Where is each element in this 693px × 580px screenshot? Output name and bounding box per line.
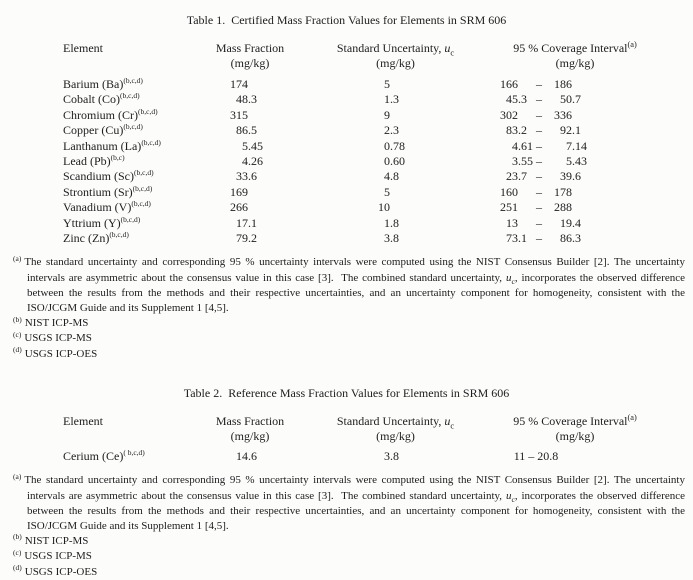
mass-fraction-value: 174	[230, 77, 248, 91]
footnote-d-marker: (d)	[13, 562, 22, 572]
interval-dash: –	[536, 200, 542, 215]
interval-high-decimal	[572, 185, 693, 200]
column-header-standard-uncertainty	[315, 41, 476, 71]
footnote-a-text: The standard uncertainty and corresponding 95 % uncertainty intervals were computed using the NIST Consensus Builder [2]. The uncertainty intervals are asymmetric about the consensus value in this case [3]. The combined standard uncertainty, $u_c$, incorporates the observed difference between the results from the methods and their respective uncertainties, and an uncertainty component for homogeneity, consistent with the ISO/JCGM Guide and its Supplement 1 [4,5].	[24, 256, 688, 315]
element-name: Barium (Ba)	[63, 77, 124, 91]
interval-value: 11 – 20.8	[513, 448, 559, 463]
element-name: Lead (Pb)	[63, 154, 111, 169]
column-header-element	[63, 41, 185, 71]
interval-low-decimal: .3	[518, 92, 527, 107]
uncertainty-value: 5	[384, 77, 390, 91]
footnote-d-text: USGS ICP-OES	[24, 347, 98, 360]
column-header-coverage-interval-label: 95 % Coverage Interval$^{(a)}$	[513, 412, 637, 428]
column-header-mass-fraction	[185, 41, 315, 71]
interval-high-decimal	[572, 108, 693, 123]
interval-low-decimal: .61	[518, 138, 533, 153]
uncertainty-decimal: .8	[390, 215, 399, 230]
mass-fraction-value: 79	[236, 231, 248, 246]
element-name: Vanadium (V)	[63, 200, 132, 215]
unit-label: (mg/kg)	[555, 428, 595, 443]
element-name: Strontium (Sr)	[63, 184, 133, 199]
footnote-a	[13, 253, 688, 316]
interval-dash: –	[536, 107, 542, 122]
interval-dash: –	[536, 138, 542, 153]
uncertainty-value: 0	[384, 138, 390, 153]
table-1-footnotes	[13, 253, 688, 361]
element-name: Cerium (Ce)	[63, 448, 124, 463]
interval-high-decimal: .43	[572, 154, 587, 169]
footnote-b-text: NIST ICP-MS	[24, 535, 89, 548]
footnote-a	[13, 471, 688, 534]
mass-fraction-value: 86	[236, 123, 248, 138]
column-header-coverage-interval	[476, 41, 674, 71]
mass-fraction-value: 169	[230, 184, 248, 199]
interval-dash: –	[536, 77, 542, 91]
uncertainty-value: 2	[384, 123, 390, 138]
interval-dash: –	[536, 169, 542, 184]
interval-low: 4	[512, 138, 518, 153]
footnote-b-text: NIST ICP-MS	[24, 317, 89, 330]
footnote-a-marker: (a)	[13, 471, 22, 481]
uncertainty-value: 3	[384, 448, 390, 463]
mass-fraction-decimal: .5	[248, 123, 257, 138]
mass-fraction-decimal	[248, 108, 290, 123]
element-name: Cobalt (Co)	[63, 92, 120, 107]
mass-fraction-value: 17	[236, 215, 248, 230]
mass-fraction-decimal: .26	[248, 154, 263, 169]
interval-low: 13	[506, 215, 518, 230]
column-header-coverage-interval	[476, 414, 674, 444]
footnote-a-text: The standard uncertainty and corresponding 95 % uncertainty intervals were computed using the NIST Consensus Builder [2]. The uncertainty intervals are asymmetric about the consensus value in this case [3]. The combined standard uncertainty, $u_c$, incorporates the observed difference between the results from the methods and their respective uncertainties, and an uncertainty component for homogeneity, consistent with the ISO/JCGM Guide and its Supplement 1 [4,5].	[24, 474, 688, 532]
element-footnote-marker: ( b,c,d)	[123, 447, 145, 457]
interval-low: 302	[500, 107, 518, 122]
interval-low: 160	[500, 184, 518, 199]
footnote-b-marker: (b)	[13, 532, 22, 542]
interval-high: 19	[560, 215, 572, 230]
uncertainty-value: 4	[384, 169, 390, 184]
element-name: Lanthanum (La)	[63, 138, 142, 153]
column-header-element-unit	[63, 56, 185, 71]
interval-high: 39	[560, 169, 572, 184]
interval-high: 5	[566, 154, 572, 169]
mass-fraction-value: 5	[242, 138, 248, 153]
element-cell	[63, 200, 213, 215]
element-cell	[63, 185, 213, 200]
interval-low-decimal: .2	[518, 123, 527, 138]
column-header-mass-fraction	[185, 414, 315, 444]
element-footnote-marker: (b,c,d)	[141, 137, 161, 147]
unit-label: (mg/kg)	[376, 428, 415, 443]
element-cell	[63, 231, 213, 246]
column-header-mass-fraction-label: Mass Fraction	[215, 41, 285, 55]
footnote-c-text: USGS ICP-MS	[24, 550, 92, 563]
mass-fraction-decimal	[248, 77, 290, 92]
footnote-b-marker: (b)	[13, 314, 22, 324]
element-name: Zinc (Zn)	[63, 231, 110, 246]
footnote-d-text: USGS ICP-OES	[24, 565, 98, 578]
footnote-d	[13, 562, 685, 580]
column-header-element-label: Element	[63, 41, 103, 55]
footnote-c-marker: (c)	[13, 547, 22, 557]
interval-low: 166	[500, 77, 518, 91]
interval-high: 50	[560, 92, 572, 107]
element-cell	[63, 154, 213, 169]
table-row	[0, 185, 693, 200]
element-footnote-marker: (b,c,d)	[132, 183, 153, 193]
unit-label: (mg/kg)	[555, 56, 595, 70]
element-footnote-marker: (b,c,d)	[123, 122, 143, 132]
interval-low-decimal: .7	[518, 169, 527, 184]
element-footnote-marker: (b,c,d)	[120, 214, 141, 224]
interval-high-decimal: .6	[572, 169, 581, 184]
table-2-footnotes	[13, 471, 688, 579]
interval-low: 73	[506, 231, 518, 246]
table-row	[0, 77, 693, 92]
table-row	[0, 108, 693, 123]
interval-dash: –	[536, 215, 542, 230]
column-header-standard-uncertainty-label: Standard Uncertainty, $u_c$	[336, 413, 455, 431]
uncertainty-decimal	[390, 108, 432, 123]
uncertainty-value: 9	[384, 107, 390, 122]
interval-high-decimal	[572, 77, 693, 92]
unit-label: (mg/kg)	[230, 428, 270, 443]
column-header-standard-uncertainty-label: Standard Uncertainty, $u_c$	[336, 41, 455, 58]
uncertainty-decimal: .8	[390, 169, 399, 184]
table-1-header-row	[0, 41, 693, 71]
element-name: Scandium (Sc)	[63, 169, 134, 184]
table-row	[0, 92, 693, 107]
interval-dash: –	[536, 231, 542, 246]
footnote-c	[13, 331, 685, 346]
element-cell	[63, 216, 213, 231]
table-row	[0, 154, 693, 169]
interval-low-decimal	[518, 185, 531, 200]
table-1-title: Table 1. Certified Mass Fraction Values for Elements in SRM 606	[186, 13, 507, 27]
unit-label: (mg/kg)	[230, 56, 270, 70]
interval-dash: –	[536, 123, 542, 138]
interval-high: 288	[554, 200, 572, 215]
element-cell	[63, 108, 213, 123]
uncertainty-decimal: .78	[390, 138, 405, 153]
element-footnote-marker: (b,c,d)	[138, 106, 158, 116]
footnote-b	[13, 534, 685, 549]
column-header-element-label: Element	[63, 413, 103, 428]
mass-fraction-decimal: .45	[248, 138, 263, 153]
table-row	[0, 200, 693, 215]
footnote-a-marker: (a)	[13, 253, 22, 263]
interval-high: 178	[554, 184, 572, 199]
mass-fraction-value: 315	[230, 107, 248, 122]
interval-high-decimal: .14	[572, 138, 587, 153]
uncertainty-decimal	[390, 200, 432, 215]
uncertainty-decimal	[390, 185, 432, 200]
table-row	[0, 449, 693, 464]
uncertainty-value: 5	[384, 184, 390, 199]
interval-high: 336	[554, 107, 572, 122]
interval-high: 7	[566, 138, 572, 153]
interval-high-decimal: .4	[572, 215, 581, 230]
interval-low: 83	[506, 123, 518, 138]
mass-fraction-value: 4	[242, 154, 248, 169]
interval-low-decimal	[518, 216, 531, 231]
footnote-b	[13, 316, 685, 331]
uncertainty-value: 1	[384, 92, 390, 107]
element-footnote-marker: (b,c,d)	[134, 168, 154, 178]
interval-high: 86	[560, 231, 572, 246]
uncertainty-decimal: .60	[390, 154, 405, 169]
table-row	[0, 139, 693, 154]
interval-low: 45	[506, 92, 518, 107]
interval-dash: –	[536, 92, 542, 107]
table-row	[0, 231, 693, 246]
uncertainty-decimal: .3	[390, 92, 399, 107]
table-2-header-row	[0, 414, 693, 444]
table-2-title: Table 2. Reference Mass Fraction Values for Elements in SRM 606	[183, 385, 510, 400]
footnote-c-text: USGS ICP-MS	[24, 332, 92, 345]
interval-high-decimal: .3	[572, 231, 581, 246]
interval-low: 3	[512, 154, 518, 169]
footnote-c-marker: (c)	[13, 329, 22, 339]
uncertainty-decimal: .3	[390, 123, 399, 138]
mass-fraction-value: 266	[230, 200, 248, 215]
interval-low-decimal	[518, 77, 531, 92]
element-name: Chromium (Cr)	[63, 107, 138, 122]
unit-label: (mg/kg)	[376, 56, 415, 70]
table-row	[0, 216, 693, 231]
element-cell	[63, 77, 213, 92]
uncertainty-decimal: .8	[390, 231, 399, 246]
element-footnote-marker: (b,c)	[110, 153, 125, 163]
element-cell	[63, 92, 213, 107]
element-cell	[63, 123, 213, 138]
table-row	[0, 123, 693, 138]
mass-fraction-value: 33	[236, 169, 248, 184]
interval-low: 251	[500, 200, 518, 215]
interval-high-decimal: .7	[572, 92, 581, 107]
interval-low-decimal	[518, 108, 531, 123]
table-2-body	[0, 449, 693, 464]
uncertainty-value: 0	[384, 154, 390, 169]
table-row	[0, 169, 693, 184]
interval-high-decimal	[572, 200, 693, 215]
footnote-d	[13, 347, 685, 362]
uncertainty-value: 10	[378, 200, 390, 215]
uncertainty-value: 3	[384, 231, 390, 246]
element-footnote-marker: (b,c,d)	[131, 199, 151, 209]
element-footnote-marker: (b,c,d)	[120, 91, 140, 101]
interval-low-decimal: .1	[518, 231, 527, 246]
element-name: Yttrium (Y)	[63, 215, 121, 230]
table-2-section	[0, 362, 693, 580]
column-header-element	[63, 414, 185, 444]
uncertainty-value: 1	[384, 215, 390, 230]
mass-fraction-decimal: .6	[248, 448, 257, 463]
mass-fraction-decimal	[248, 185, 290, 200]
interval-high-decimal: .1	[572, 123, 581, 138]
column-header-coverage-interval-label: 95 % Coverage Interval$^{(a)}$	[513, 40, 637, 55]
element-footnote-marker: (b,c,d)	[123, 76, 143, 85]
element-cell	[63, 449, 213, 464]
mass-fraction-decimal: .1	[248, 215, 257, 230]
interval-low-decimal	[518, 200, 531, 215]
column-header-standard-uncertainty	[315, 414, 476, 444]
interval-dash: –	[536, 184, 542, 199]
element-cell	[63, 169, 213, 184]
element-footnote-marker: (b,c,d)	[109, 230, 129, 240]
interval-low: 23	[506, 169, 518, 184]
uncertainty-decimal: .8	[390, 448, 399, 463]
interval-high: 186	[554, 77, 572, 91]
mass-fraction-decimal	[248, 200, 290, 215]
element-name: Copper (Cu)	[63, 123, 124, 138]
column-header-mass-fraction-label: Mass Fraction	[215, 413, 285, 428]
table-1-body	[0, 77, 693, 246]
mass-fraction-decimal: .3	[248, 92, 257, 107]
footnote-d-marker: (d)	[13, 345, 22, 355]
footnote-c	[13, 549, 685, 564]
mass-fraction-value: 14	[236, 448, 248, 463]
element-cell	[63, 139, 213, 154]
mass-fraction-value: 48	[236, 92, 248, 107]
mass-fraction-decimal: .2	[248, 231, 257, 246]
uncertainty-decimal	[390, 77, 432, 92]
interval-low-decimal: .55	[518, 154, 533, 169]
interval-high: 92	[560, 123, 572, 138]
mass-fraction-decimal: .6	[248, 169, 257, 184]
interval-dash: –	[536, 154, 542, 169]
column-header-element-unit	[63, 429, 185, 444]
